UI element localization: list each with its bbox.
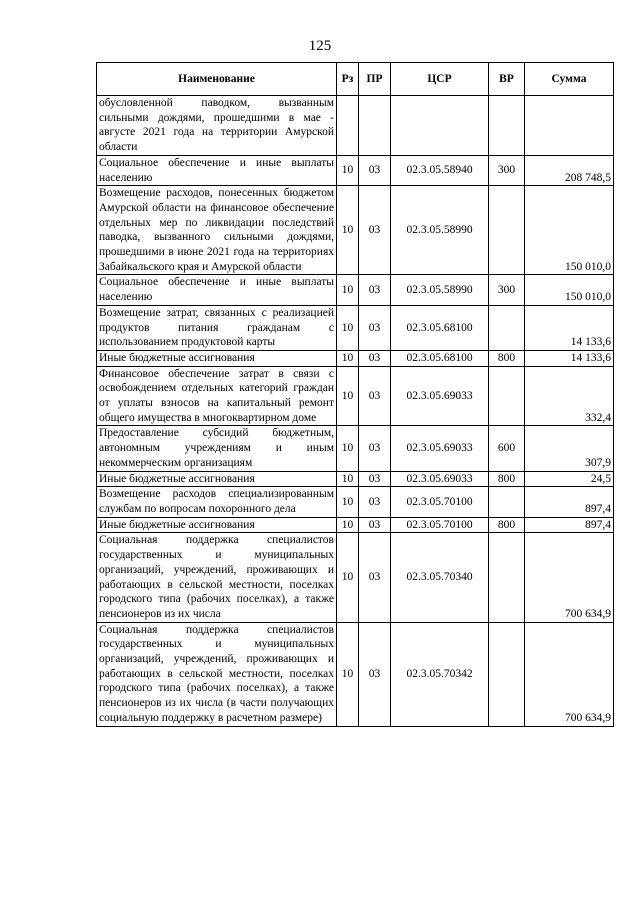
row-name: Иные бюджетные ассигнования — [97, 471, 337, 487]
row-pr: 03 — [359, 155, 391, 185]
header-name: Наименование — [97, 63, 337, 96]
row-name: Социальная поддержка специалистов государственных и муниципальных организаций, учреждений, проживающих и работающих в сельской местности, поселках городского типа (рабочих поселках), а также пенсионеров из их числа (в части получающих социальную поддержку в расчетном размере) — [97, 622, 337, 726]
row-sum: 208 748,5 — [525, 155, 614, 185]
row-name: Возмещение затрат, связанных с реализацией продуктов питания гражданам с использованием продуктовой карты — [97, 305, 337, 350]
row-csr: 02.3.05.68100 — [391, 305, 489, 350]
row-csr: 02.3.05.69033 — [391, 426, 489, 471]
row-rz — [337, 96, 359, 156]
row-csr: 02.3.05.58940 — [391, 155, 489, 185]
row-pr: 03 — [359, 366, 391, 426]
row-name: Иные бюджетные ассигнования — [97, 350, 337, 366]
row-sum: 307,9 — [525, 426, 614, 471]
table-row — [97, 96, 614, 156]
row-vr — [489, 96, 525, 156]
header-sum: Сумма — [525, 63, 614, 96]
row-rz: 10 — [337, 186, 359, 275]
row-pr: 03 — [359, 305, 391, 350]
row-rz: 10 — [337, 275, 359, 305]
table-row — [97, 471, 614, 487]
row-vr — [489, 487, 525, 517]
row-vr — [489, 533, 525, 622]
table-row — [97, 155, 614, 185]
table-row — [97, 366, 614, 426]
row-vr: 800 — [489, 350, 525, 366]
row-csr: 02.3.05.58990 — [391, 186, 489, 275]
row-sum: 897,4 — [525, 487, 614, 517]
row-name: Возмещение расходов, понесенных бюджетом Амурской области на финансовое обеспечение отдельных мер по ликвидации последствий паводка, вызванного сильными дождями, прошедшими в июне 2021 года на территориях Забайкальского края и Амурской области — [97, 186, 337, 275]
row-rz: 10 — [337, 350, 359, 366]
row-vr: 800 — [489, 471, 525, 487]
header-pr: ПР — [359, 63, 391, 96]
row-name: Социальная поддержка специалистов государственных и муниципальных организаций, учреждений, проживающих и работающих в сельской местности, поселках городского типа (рабочих поселках), а также пенсионеров из их числа — [97, 533, 337, 622]
row-vr: 300 — [489, 155, 525, 185]
budget-table — [96, 62, 614, 727]
row-csr: 02.3.05.70100 — [391, 517, 489, 533]
row-name: Социальное обеспечение и иные выплаты населению — [97, 155, 337, 185]
row-csr: 02.3.05.69033 — [391, 366, 489, 426]
header-csr: ЦСР — [391, 63, 489, 96]
row-csr: 02.3.05.58990 — [391, 275, 489, 305]
row-rz: 10 — [337, 426, 359, 471]
table-row — [97, 517, 614, 533]
row-pr: 03 — [359, 487, 391, 517]
row-sum: 897,4 — [525, 517, 614, 533]
row-name: Финансовое обеспечение затрат в связи с освобождением отдельных категорий граждан от уплаты взносов на капитальный ремонт общего имущества в многоквартирном доме — [97, 366, 337, 426]
row-vr — [489, 186, 525, 275]
row-sum: 14 133,6 — [525, 305, 614, 350]
page-number: 125 — [308, 38, 332, 54]
row-sum: 150 010,0 — [525, 186, 614, 275]
row-pr: 03 — [359, 471, 391, 487]
row-sum: 700 634,9 — [525, 533, 614, 622]
row-rz: 10 — [337, 471, 359, 487]
row-pr: 03 — [359, 533, 391, 622]
row-rz: 10 — [337, 517, 359, 533]
header-vr: ВР — [489, 63, 525, 96]
row-rz: 10 — [337, 622, 359, 726]
row-sum — [525, 96, 614, 156]
row-sum: 332,4 — [525, 366, 614, 426]
row-csr: 02.3.05.70340 — [391, 533, 489, 622]
row-pr — [359, 96, 391, 156]
row-vr: 800 — [489, 517, 525, 533]
table-header-row — [97, 63, 614, 96]
row-rz: 10 — [337, 533, 359, 622]
row-csr: 02.3.05.70100 — [391, 487, 489, 517]
table-row — [97, 426, 614, 471]
row-pr: 03 — [359, 426, 391, 471]
row-pr: 03 — [359, 275, 391, 305]
row-csr: 02.3.05.70342 — [391, 622, 489, 726]
header-rz: Рз — [337, 63, 359, 96]
row-vr — [489, 305, 525, 350]
row-name: Социальное обеспечение и иные выплаты населению — [97, 275, 337, 305]
row-pr: 03 — [359, 517, 391, 533]
table-row — [97, 622, 614, 726]
row-sum: 150 010,0 — [525, 275, 614, 305]
row-name: Возмещение расходов специализированным службам по вопросам похоронного дела — [97, 487, 337, 517]
table-row — [97, 275, 614, 305]
row-csr: 02.3.05.68100 — [391, 350, 489, 366]
row-vr — [489, 622, 525, 726]
row-vr: 300 — [489, 275, 525, 305]
table-row — [97, 350, 614, 366]
row-sum: 14 133,6 — [525, 350, 614, 366]
row-sum: 24,5 — [525, 471, 614, 487]
row-pr: 03 — [359, 350, 391, 366]
row-name: Иные бюджетные ассигнования — [97, 517, 337, 533]
table-row — [97, 305, 614, 350]
table-row — [97, 186, 614, 275]
row-name: Предоставление субсидий бюджетным, автономным учреждениям и иным некоммерческим организациям — [97, 426, 337, 471]
row-name: обусловленной паводком, вызванным сильными дождями, прошедшими в мае - августе 2021 года на территории Амурской области — [97, 96, 337, 156]
row-rz: 10 — [337, 487, 359, 517]
row-vr: 600 — [489, 426, 525, 471]
row-sum: 700 634,9 — [525, 622, 614, 726]
row-pr: 03 — [359, 186, 391, 275]
row-vr — [489, 366, 525, 426]
row-rz: 10 — [337, 366, 359, 426]
row-pr: 03 — [359, 622, 391, 726]
row-rz: 10 — [337, 155, 359, 185]
row-csr — [391, 96, 489, 156]
table-row — [97, 533, 614, 622]
row-rz: 10 — [337, 305, 359, 350]
row-csr: 02.3.05.69033 — [391, 471, 489, 487]
table-row — [97, 487, 614, 517]
